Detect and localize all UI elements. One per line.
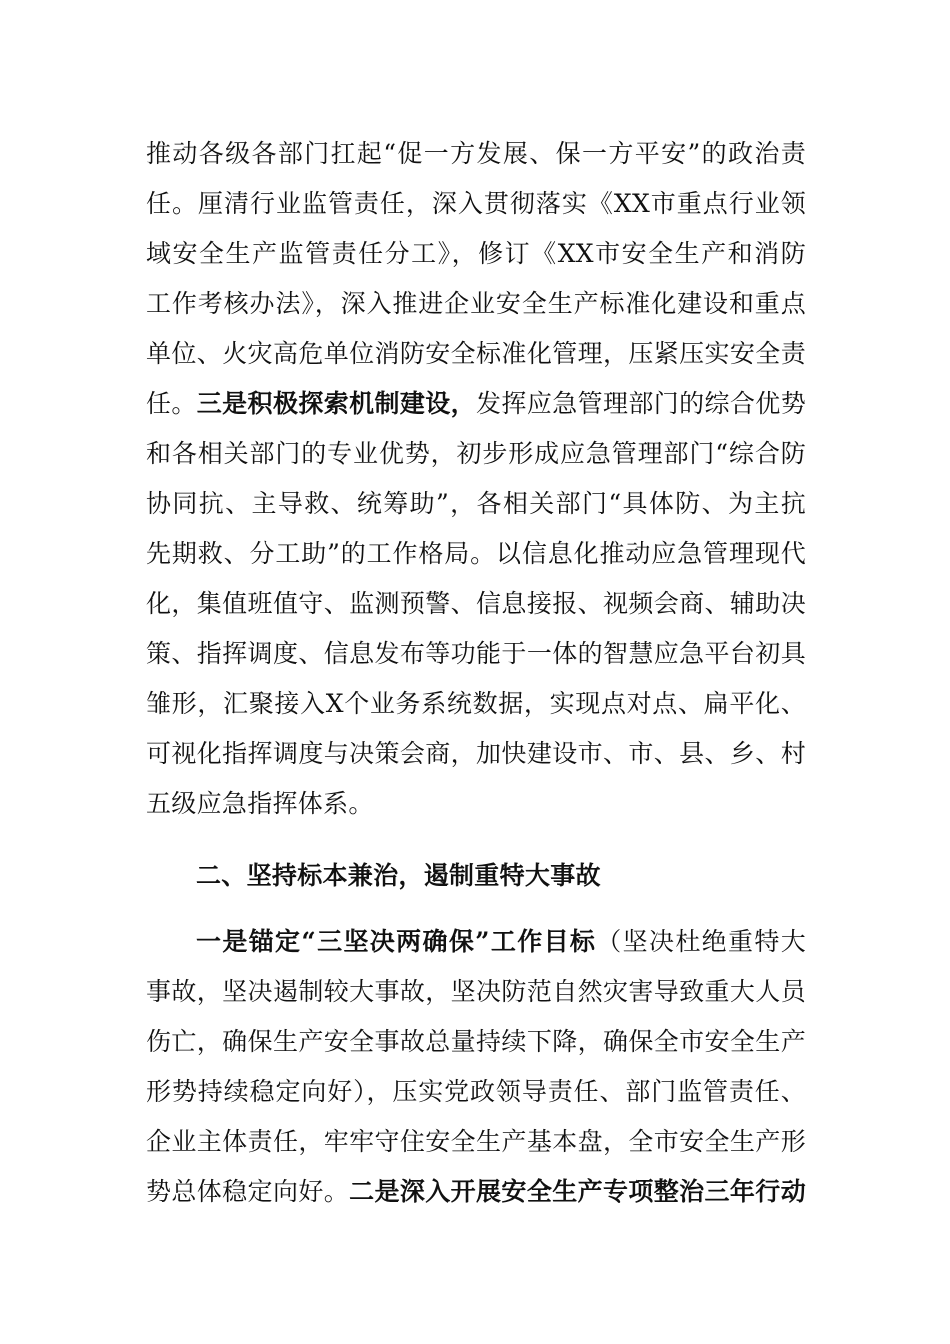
text-line [146,1167,806,1217]
text-line: 化，集值班值守、监测预警、信息接报、视频会商、辅助决 [146,589,806,618]
section-heading: 二、坚持标本兼治，遏制重特大事故 [196,861,601,890]
bold-lead-text: 一是锚定“三坚决两确保”工作目标 [196,927,597,956]
body-paragraph [146,917,806,1217]
text-run: 发挥应急管理部门的综合优势 [476,389,806,418]
text-line: 可视化指挥调度与决策会商，加快建设市、市、县、乡、村 [146,739,806,768]
text-line: 形势持续稳定向好），压实党政领导责任、部门监管责任、 [146,1077,806,1106]
text-line: 事故，坚决遏制较大事故，坚决防范自然灾害导致重大人员 [146,977,806,1006]
text-run: 势总体稳定向好。 [146,1177,350,1206]
text-run: （坚决杜绝重特大 [596,927,806,956]
text-line: 伤亡，确保生产安全事故总量持续下降，确保全市安全生产 [146,1027,806,1056]
document-page [146,129,806,1217]
text-line: 五级应急指挥体系。 [146,789,374,818]
text-line [146,917,806,967]
bold-lead-text: 二是深入开展安全生产专项整治三年行动 [349,1177,806,1206]
text-line: 工作考核办法》，深入推进企业安全生产标准化建设和重点 [146,289,806,318]
text-line: 协同抗、主导救、统筹助”，各相关部门“具体防、为主抗 [146,489,806,518]
bold-lead-text: 三是积极探索机制建设， [196,389,477,418]
text-line: 单位、火灾高危单位消防安全标准化管理，压紧压实安全责 [146,339,806,368]
text-line: 策、指挥调度、信息发布等功能于一体的智慧应急平台初具 [146,639,806,668]
body-paragraph [146,129,806,829]
text-line: 任。厘清行业监管责任，深入贯彻落实《XX市重点行业领 [146,189,806,218]
text-line: 推动各级各部门扛起“促一方发展、保一方平安”的政治责 [146,139,806,168]
text-line [146,379,806,429]
text-line: 和各相关部门的专业优势，初步形成应急管理部门“综合防 [146,439,806,468]
text-line: 企业主体责任，牢牢守住安全生产基本盘，全市安全生产形 [146,1127,806,1156]
text-line: 雏形，汇聚接入X个业务系统数据，实现点对点、扁平化、 [146,689,806,718]
text-line: 域安全生产监管责任分工》，修订《XX市安全生产和消防 [146,239,806,268]
text-run: 任。 [146,389,197,418]
text-line: 先期救、分工助”的工作格局。以信息化推动应急管理现代 [146,539,806,568]
